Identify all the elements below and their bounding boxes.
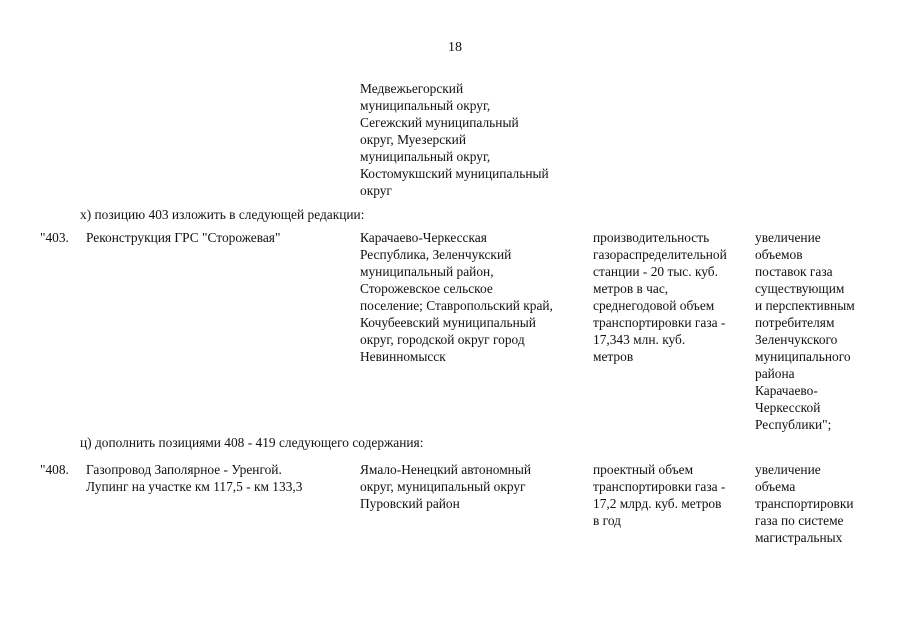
row-408-purpose: увеличение объема транспортировки газа по системе магистральных xyxy=(755,462,854,545)
row-403-purpose: увеличение объемов поставок газа существующим и перспективным потребителям Зеленчукского муниципального района Карачаево- Черкесской Республики"; xyxy=(755,230,855,432)
row-403-title: Реконструкция ГРС "Сторожевая" xyxy=(86,230,281,245)
row-403-capacity: производительность газораспределительной станции - 20 тыс. куб. метров в час, среднегодовой объем транспортировки газа - 17,343 млн. куб. метров xyxy=(593,230,727,364)
row-408-capacity: проектный объем транспортировки газа - 17,2 млрд. куб. метров в год xyxy=(593,462,726,528)
row-408-number: "408. xyxy=(40,462,69,477)
page-number: 18 xyxy=(448,40,462,55)
row-403-number: "403. xyxy=(40,230,69,245)
row-408-title: Газопровод Заполярное - Уренгой. Лупинг на участке км 117,5 - км 133,3 xyxy=(86,462,303,494)
instruction-x: х) позицию 403 изложить в следующей редакции: xyxy=(80,207,365,222)
row-403-region: Карачаево-Черкесская Республика, Зеленчукский муниципальный район, Сторожевское сельское поселение; Ставропольский край, Кочубеевский муниципальный округ, городской округ город Невинномысск xyxy=(360,230,553,364)
row-408-region: Ямало-Ненецкий автономный округ, муниципальный округ Пуровский район xyxy=(360,462,531,511)
instruction-ts: ц) дополнить позициями 408 - 419 следующего содержания: xyxy=(80,435,424,450)
continuation-region-cell: Медвежьегорский муниципальный округ, Сегежский муниципальный округ, Муезерский муниципальный округ, Костомукшский муниципальный округ xyxy=(360,81,549,198)
